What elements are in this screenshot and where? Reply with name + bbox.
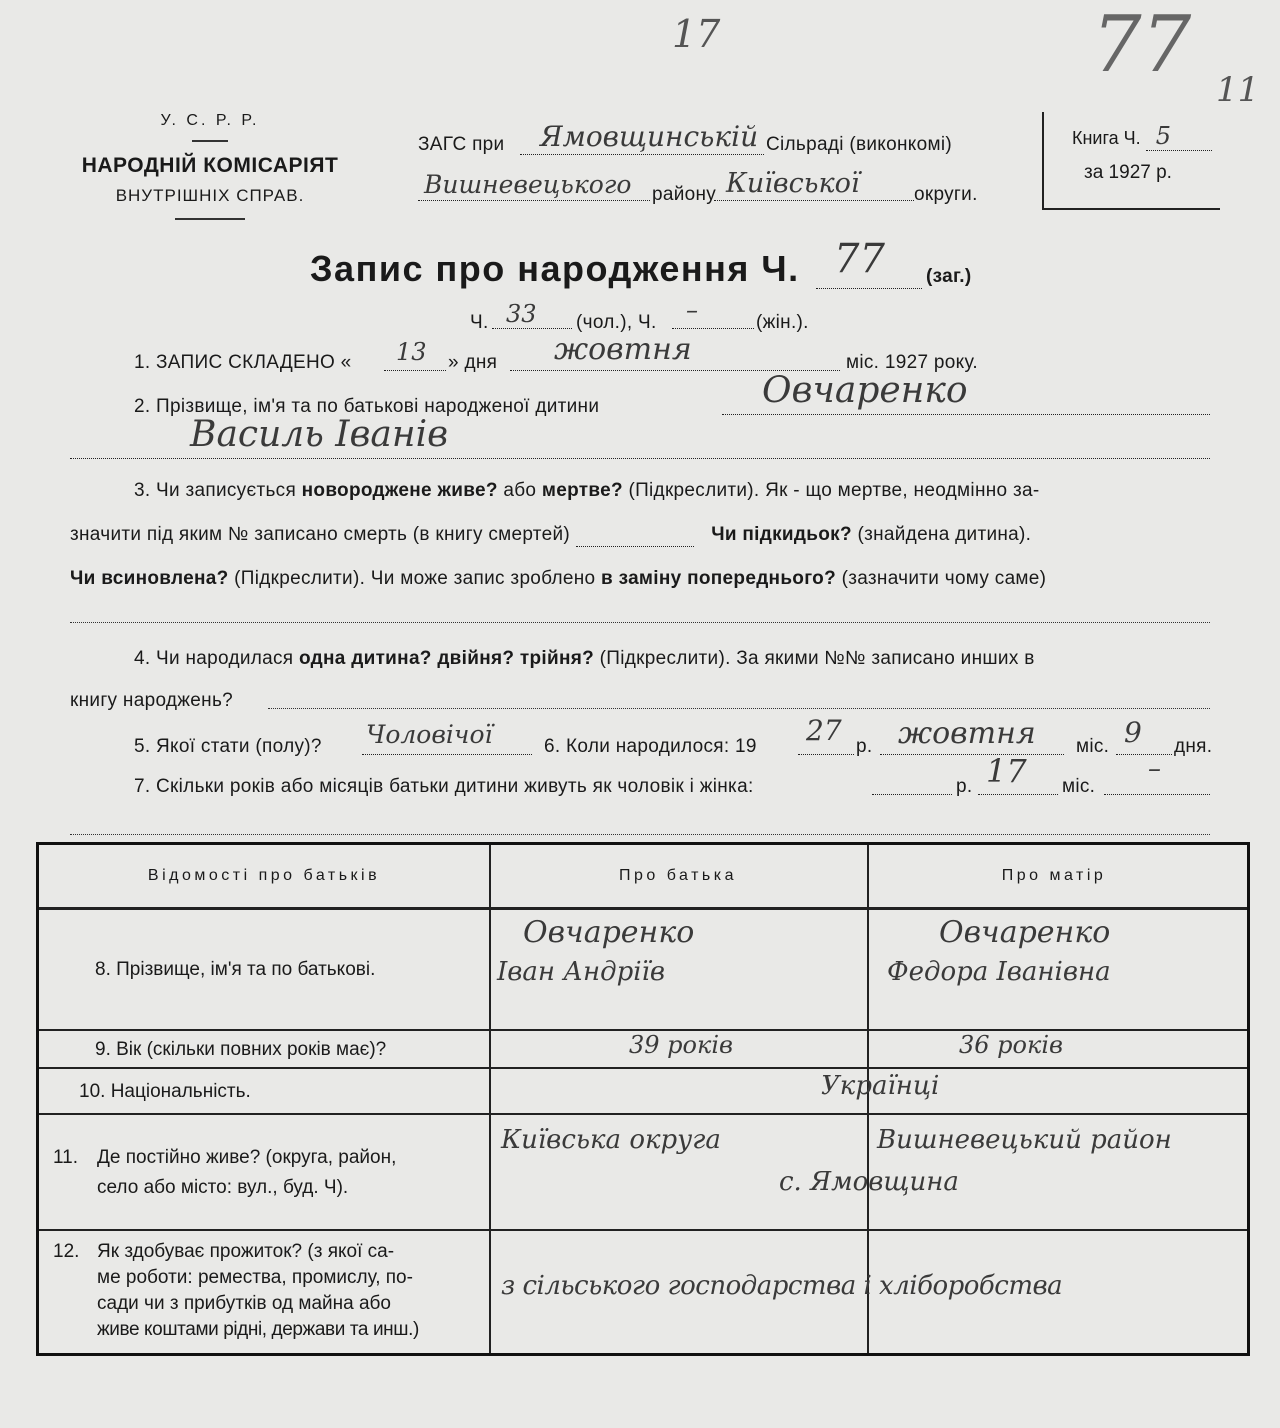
item6-day-suffix: дня. xyxy=(1174,736,1213,757)
item3-line1 xyxy=(134,480,1039,502)
item7-empty-line xyxy=(872,768,952,795)
item7-months-prefix: міс. xyxy=(1062,776,1096,797)
row12-label-line1: Як здобуває прожиток? (з якої са- xyxy=(97,1241,395,1262)
row8-mother-surname: Овчаренко xyxy=(939,915,1111,950)
row12-number: 12. xyxy=(53,1241,80,1262)
row10-label: 10. Національність. xyxy=(79,1081,251,1102)
row9-mother-age: 36 років xyxy=(959,1031,1063,1059)
item3-line3-mid: (Підкреслити). Чи може запис зроблено xyxy=(234,568,596,589)
item3-blank-line xyxy=(70,598,1210,623)
row12-label-line4: живе коштами рідні, держави та инш.) xyxy=(97,1319,419,1340)
item1-month-value: жовтня xyxy=(554,332,692,367)
district-value: Вишневецького xyxy=(424,170,632,199)
table-col-divider-1 xyxy=(489,845,491,1353)
row11-label-line2: село або місто: вул., буд. Ч). xyxy=(97,1177,349,1198)
row12-occupation: з сільського господарства і хліборобства xyxy=(501,1271,1063,1301)
item3-or: або xyxy=(503,480,537,501)
item2-name-line xyxy=(70,414,1210,459)
item3-dead-option: мертве? xyxy=(541,480,623,501)
table-row-divider-10 xyxy=(39,1113,1247,1115)
item2-label: 2. Прізвище, ім'я та по батькові народженої дитини xyxy=(134,396,600,417)
item1-day-line xyxy=(384,338,446,371)
total-label: (заг.) xyxy=(926,266,972,287)
row8-father-surname: Овчаренко xyxy=(523,915,695,950)
issuer-header xyxy=(60,112,360,220)
female-label: (жін.). xyxy=(756,312,809,333)
row12-label-line3: сади чи з прибутків од майна або xyxy=(97,1293,391,1314)
row8-label: 8. Прізвище, ім'я та по батькові. xyxy=(95,959,376,980)
item4-blank-line xyxy=(268,684,1210,709)
zags-village-value: Ямовщинській xyxy=(540,120,759,153)
item3-foundling-rest: (знайдена дитина). xyxy=(857,524,1032,545)
okrug-value: Київської xyxy=(726,168,860,199)
item6-day-line xyxy=(1116,716,1172,755)
item3-adopted-label: Чи всиновлена? xyxy=(70,568,229,589)
item2-surname-value: Овчаренко xyxy=(762,370,968,411)
department-title: ВНУТРІШНІХ СПРАВ. xyxy=(115,186,305,205)
row9-father-age: 39 років xyxy=(629,1031,733,1059)
corner-archive-small-number: 11 xyxy=(1216,70,1260,110)
item6-month-line xyxy=(880,716,1064,755)
male-number-value: 33 xyxy=(506,300,537,328)
female-number-value: – xyxy=(686,296,698,324)
item3-line3 xyxy=(70,568,1046,590)
ussr-abbrev: У. С. Р. Р. xyxy=(160,112,260,129)
item1-day-suffix: » дня xyxy=(448,352,498,373)
book-label: Книга Ч. xyxy=(1072,128,1141,148)
item1-day-value: 13 xyxy=(396,338,427,366)
corner-archive-number: 77 xyxy=(1092,0,1192,90)
item2-name-value: Василь Іванів xyxy=(190,414,449,455)
row8-mother-name: Федора Іванівна xyxy=(887,957,1111,987)
item3-death-line xyxy=(576,524,694,547)
book-number-value: 5 xyxy=(1146,122,1212,151)
zags-prefix: ЗАГС при xyxy=(418,134,505,155)
item3-num: 3. Чи записується xyxy=(134,480,297,501)
item7-years-value: 17 xyxy=(986,752,1027,790)
record-number-line xyxy=(816,236,922,289)
item6-day-value: 9 xyxy=(1124,716,1142,749)
item3-replacement-label: в заміну попереднього? xyxy=(601,568,836,589)
item2-surname-line xyxy=(722,370,1210,415)
okrug-line xyxy=(714,168,914,201)
item4-twins-option: двійня? xyxy=(437,648,515,669)
item6-year-value: 27 xyxy=(806,714,842,747)
item6-month-value: жовтня xyxy=(898,716,1036,751)
form-title: Запис про народження Ч. xyxy=(310,248,800,289)
header-divider-bottom xyxy=(175,218,245,220)
table-row-divider-9 xyxy=(39,1067,1247,1069)
col-header-parents-info: Відомості про батьків xyxy=(147,867,381,884)
item5-value-line xyxy=(362,720,532,755)
row8-father-name: Іван Андріїв xyxy=(497,957,665,987)
zags-suffix: Сільраді (виконкомі) xyxy=(766,134,952,155)
parents-table xyxy=(36,842,1250,1356)
item4-line2: книгу народжень? xyxy=(70,690,234,711)
item3-line3-rest: (зазначити чому саме) xyxy=(841,568,1047,589)
item4-single-option: одна дитина? xyxy=(299,648,432,669)
book-year: за 1927 р. xyxy=(1084,162,1172,183)
item6-year-line xyxy=(798,714,854,755)
row11-village: с. Ямовщина xyxy=(779,1167,959,1197)
item3-foundling-label: Чи підкидьок? xyxy=(711,524,852,545)
table-header-divider xyxy=(39,907,1247,910)
item7-years-prefix: р. xyxy=(956,776,973,797)
item7-years-line xyxy=(978,752,1058,795)
col-header-father: Про батька xyxy=(619,867,737,884)
item4-triplets-option: трійня? xyxy=(519,648,595,669)
item3-line1-rest: (Підкреслити). Як - що мертве, неодмінно за- xyxy=(628,480,1040,501)
male-number-line xyxy=(492,302,572,329)
item3-line2 xyxy=(70,524,1031,547)
item4-num: 4. Чи народилася xyxy=(134,648,294,669)
item1-suffix: міс. 1927 року. xyxy=(846,352,978,373)
male-label: (чол.), Ч. xyxy=(576,312,657,333)
zags-village-line xyxy=(520,120,764,155)
item3-death-text: значити під яким № записано смерть (в книгу смертей) xyxy=(70,524,570,545)
book-box xyxy=(1042,112,1220,210)
row11-number: 11. xyxy=(53,1147,79,1168)
item1-label: 1. ЗАПИС СКЛАДЕНО « xyxy=(134,352,352,373)
item7-label: 7. Скільки років або місяців батьки дитини живуть як чоловік і жінка: xyxy=(134,776,754,797)
row9-label: 9. Вік (скільки повних років має)? xyxy=(95,1039,387,1060)
okrug-label: округи. xyxy=(914,184,978,205)
commissariat-title: НАРОДНІЙ КОМІСАРІЯТ xyxy=(81,154,339,177)
item4-line1-rest: (Підкреслити). За якими №№ записано инших в xyxy=(599,648,1035,669)
row12-label-line2: ме роботи: ремества, промислу, по- xyxy=(97,1267,413,1288)
item3-alive-option: новороджене живе? xyxy=(301,480,498,501)
district-label: району xyxy=(652,184,717,205)
male-number-prefix: Ч. xyxy=(470,312,489,333)
item6-year-suffix: р. xyxy=(856,736,873,757)
table-row-divider-11 xyxy=(39,1229,1247,1231)
item4-line1 xyxy=(134,648,1035,670)
col-header-mother: Про матір xyxy=(1001,867,1107,884)
row10-nationality: Українці xyxy=(821,1071,940,1101)
district-line xyxy=(418,170,650,201)
item7-months-line xyxy=(1104,754,1210,795)
row11-okrug: Київська округа xyxy=(501,1125,721,1155)
header-divider xyxy=(192,140,228,142)
item5-label: 5. Якої стати (полу)? xyxy=(134,736,322,757)
item7-months-value: – xyxy=(1148,754,1161,784)
record-number-value: 77 xyxy=(834,236,885,282)
item6-label: 6. Коли народилося: 19 xyxy=(544,736,757,757)
row11-district: Вишневецький район xyxy=(877,1125,1172,1155)
top-page-number: 17 xyxy=(672,12,721,56)
row11-label-line1: Де постійно живе? (округа, район, xyxy=(97,1147,397,1168)
book-number-row xyxy=(1072,122,1212,151)
item5-value: Чоловічої xyxy=(366,720,493,749)
item7-blank-line xyxy=(70,810,1210,835)
item1-month-line xyxy=(510,332,840,371)
item6-month-suffix: міс. xyxy=(1076,736,1110,757)
female-number-line xyxy=(672,296,754,329)
